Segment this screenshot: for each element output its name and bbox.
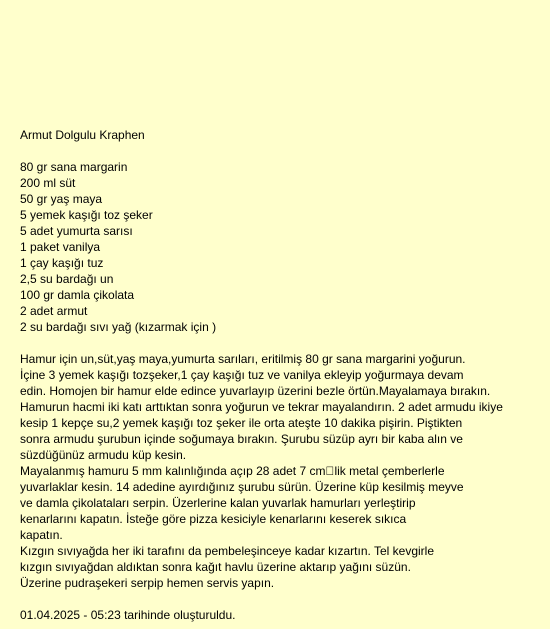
ingredient-item: 5 yemek kaşığı toz şeker	[20, 208, 153, 222]
ingredient-item: 200 ml süt	[20, 176, 76, 190]
instructions-block	[20, 351, 520, 591]
instruction-line: kesip 1 kepçe su,2 yemek kaşığı toz şeker ile orta ateşte 10 dakika pişirin. Piştikten	[20, 416, 463, 430]
instruction-line: Mayalanmış hamuru 5 mm kalınlığında açıp 28 adet 7 cm lik metal çemberlerle	[20, 464, 445, 478]
instruction-line: kenarlarını kapatın. İsteğe göre pizza kesiciyle kenarlarını keserek sıkıca	[20, 512, 407, 526]
spacer	[20, 143, 520, 159]
recipe-title: Armut Dolgulu Kraphen	[20, 128, 145, 142]
instruction-line: kapatın.	[20, 528, 63, 542]
instruction-line: ve damla çikolataları serpin. Üzerlerine kalan yuvarlak hamurları yerleştirip	[20, 496, 416, 510]
ingredient-list	[20, 159, 520, 335]
instruction-line: sonra armudu şurubun içinde soğumaya bırakın. Şurubu süzüp ayrı bir kaba alın ve	[20, 432, 463, 446]
ingredient-item: 1 çay kaşığı tuz	[20, 256, 104, 270]
spacer	[20, 335, 520, 351]
instruction-line: Üzerine pudraşekeri serpip hemen servis yapın.	[20, 576, 275, 590]
instruction-line: edin. Homojen bir hamur elde edince yuvarlayıp üzerini bezle örtün.Mayalamaya bırakın.	[20, 384, 491, 398]
instruction-line: İçine 3 yemek kaşığı tozşeker,1 çay kaşığı tuz ve vanilya ekleyip yoğurmaya devam	[20, 368, 464, 382]
instruction-line: Hamur için un,süt,yaş maya,yumurta sarıları, eritilmiş 80 gr sana margarini yoğurun.	[20, 352, 466, 366]
instruction-line: süzdüğünüz armudu küp kesin.	[20, 448, 187, 462]
ingredient-item: 2,5 su bardağı un	[20, 272, 114, 286]
spacer	[20, 591, 520, 607]
instruction-line: yuvarlaklar kesin. 14 adedine ayırdığınız şurubu sürün. Üzerine küp kesilmiş meyve	[20, 480, 464, 494]
instruction-line: Kızgın sıvıyağda her iki tarafını da pembeleşinceye kadar kızartın. Tel kevgirle	[20, 544, 434, 558]
ingredient-item: 50 gr yaş maya	[20, 192, 103, 206]
ingredient-item: 80 gr sana margarin	[20, 160, 128, 174]
recipe-document	[20, 127, 520, 623]
created-timestamp: 01.04.2025 - 05:23 tarihinde oluşturuldu.	[20, 608, 236, 622]
ingredient-item: 5 adet yumurta sarısı	[20, 224, 133, 238]
instruction-line: Hamurun hacmi iki katı arttıktan sonra yoğurun ve tekrar mayalandırın. 2 adet armudu ikiye	[20, 400, 503, 414]
ingredient-item: 2 adet armut	[20, 304, 88, 318]
ingredient-item: 100 gr damla çikolata	[20, 288, 135, 302]
instruction-line: kızgın sıvıyağdan aldıktan sonra kağıt havlu üzerine aktarıp yağını süzün.	[20, 560, 411, 574]
ingredient-item: 2 su bardağı sıvı yağ (kızarmak için )	[20, 320, 217, 334]
ingredient-item: 1 paket vanilya	[20, 240, 101, 254]
